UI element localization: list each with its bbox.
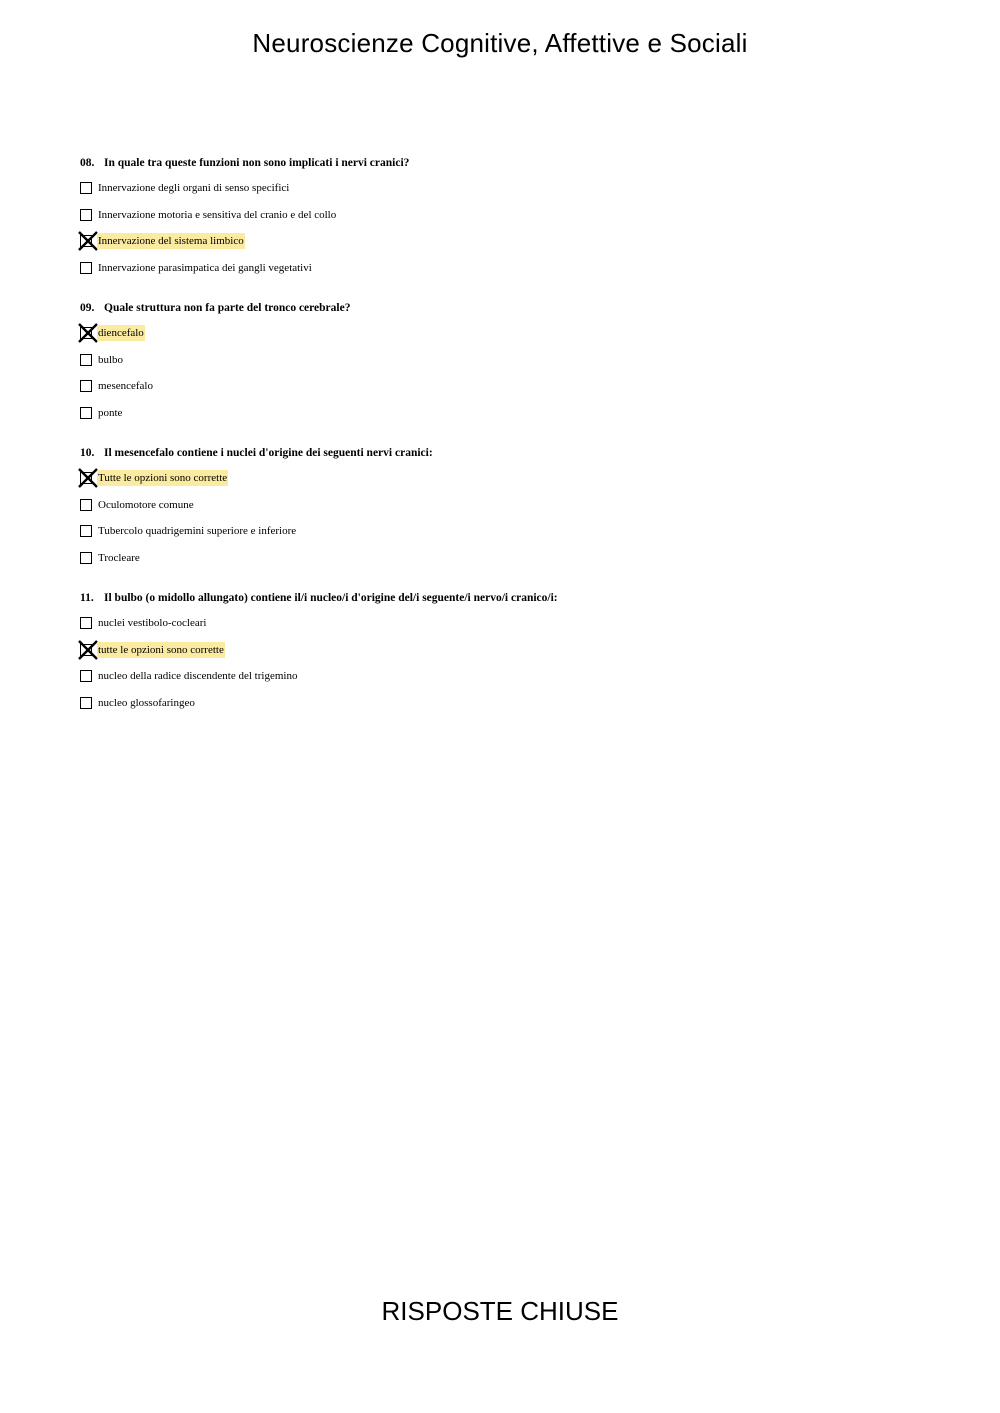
options-list — [80, 325, 940, 432]
option-label: nucleo glossofaringeo — [98, 697, 195, 710]
x-mark-icon — [77, 230, 99, 252]
checkbox[interactable] — [80, 697, 92, 709]
answer-option[interactable] — [80, 470, 940, 497]
options-list — [80, 470, 940, 577]
option-label: Innervazione del sistema limbico — [98, 235, 244, 248]
x-mark-icon — [77, 467, 99, 489]
answer-option[interactable] — [80, 668, 940, 695]
answer-option[interactable] — [80, 352, 940, 379]
checkbox[interactable] — [80, 380, 92, 392]
answer-option[interactable] — [80, 523, 940, 550]
checkbox[interactable] — [80, 262, 92, 274]
option-label: diencefalo — [98, 327, 144, 339]
question-text: Il bulbo (o midollo allungato) contiene il/i nucleo/i d'origine del/i seguente/i nervo/i cranico/i: — [104, 592, 558, 604]
answer-option[interactable] — [80, 233, 940, 260]
checkbox[interactable] — [80, 525, 92, 537]
options-list — [80, 615, 940, 722]
answer-option[interactable] — [80, 615, 940, 642]
option-label: Innervazione parasimpatica dei gangli vegetativi — [98, 262, 312, 275]
question-08 — [80, 155, 940, 287]
page-title: Neuroscienze Cognitive, Affettive e Sociali — [252, 28, 748, 58]
answer-option[interactable] — [80, 207, 940, 234]
question-number: 08. — [80, 157, 95, 169]
x-mark-icon — [77, 639, 99, 661]
checkbox[interactable] — [80, 670, 92, 682]
question-11 — [80, 590, 940, 722]
option-label: nucleo della radice discendente del trigemino — [98, 670, 298, 683]
option-label: Trocleare — [98, 552, 140, 565]
answer-option[interactable] — [80, 695, 940, 722]
option-label: nuclei vestibolo-cocleari — [98, 617, 207, 629]
option-label: Tutte le opzioni sono corrette — [98, 472, 228, 484]
question-heading — [80, 300, 940, 316]
checkbox[interactable] — [80, 407, 92, 419]
question-text: Quale struttura non fa parte del tronco cerebrale? — [104, 302, 351, 314]
checkbox[interactable] — [80, 552, 92, 564]
question-09 — [80, 300, 940, 432]
question-text: Il mesencefalo contiene i nuclei d'origine dei seguenti nervi cranici: — [104, 447, 433, 459]
checkbox[interactable] — [80, 354, 92, 366]
answer-option[interactable] — [80, 260, 940, 287]
question-10 — [80, 445, 940, 577]
option-label: tutte le opzioni sono corrette — [98, 643, 224, 656]
answer-option[interactable] — [80, 642, 940, 669]
question-heading — [80, 155, 940, 171]
option-label: bulbo — [98, 353, 124, 366]
section-title: RISPOSTE CHIUSE — [381, 1296, 619, 1326]
question-heading — [80, 590, 940, 606]
question-number: 11. — [80, 592, 94, 604]
answer-option[interactable] — [80, 378, 940, 405]
answer-option[interactable] — [80, 550, 940, 577]
checkbox[interactable] — [80, 617, 92, 629]
answer-option[interactable] — [80, 405, 940, 432]
checkbox[interactable] — [80, 499, 92, 511]
option-label: Oculomotore comune — [98, 498, 194, 511]
answer-option[interactable] — [80, 497, 940, 524]
question-number: 09. — [80, 302, 95, 314]
answer-option[interactable] — [80, 325, 940, 352]
option-label: ponte — [98, 407, 123, 420]
question-text: In quale tra queste funzioni non sono implicati i nervi cranici? — [104, 157, 410, 169]
checkbox[interactable] — [80, 209, 92, 221]
answer-option[interactable] — [80, 180, 940, 207]
question-heading — [80, 445, 940, 461]
option-label: Innervazione motoria e sensitiva del cranio e del collo — [98, 208, 337, 221]
option-label: mesencefalo — [98, 380, 153, 393]
question-number: 10. — [80, 447, 95, 459]
option-label: Tubercolo quadrigemini superiore e inferiore — [98, 525, 297, 538]
options-list — [80, 180, 940, 287]
option-label: Innervazione degli organi di senso specifici — [98, 182, 290, 194]
x-mark-icon — [77, 322, 99, 344]
checkbox[interactable] — [80, 182, 92, 194]
